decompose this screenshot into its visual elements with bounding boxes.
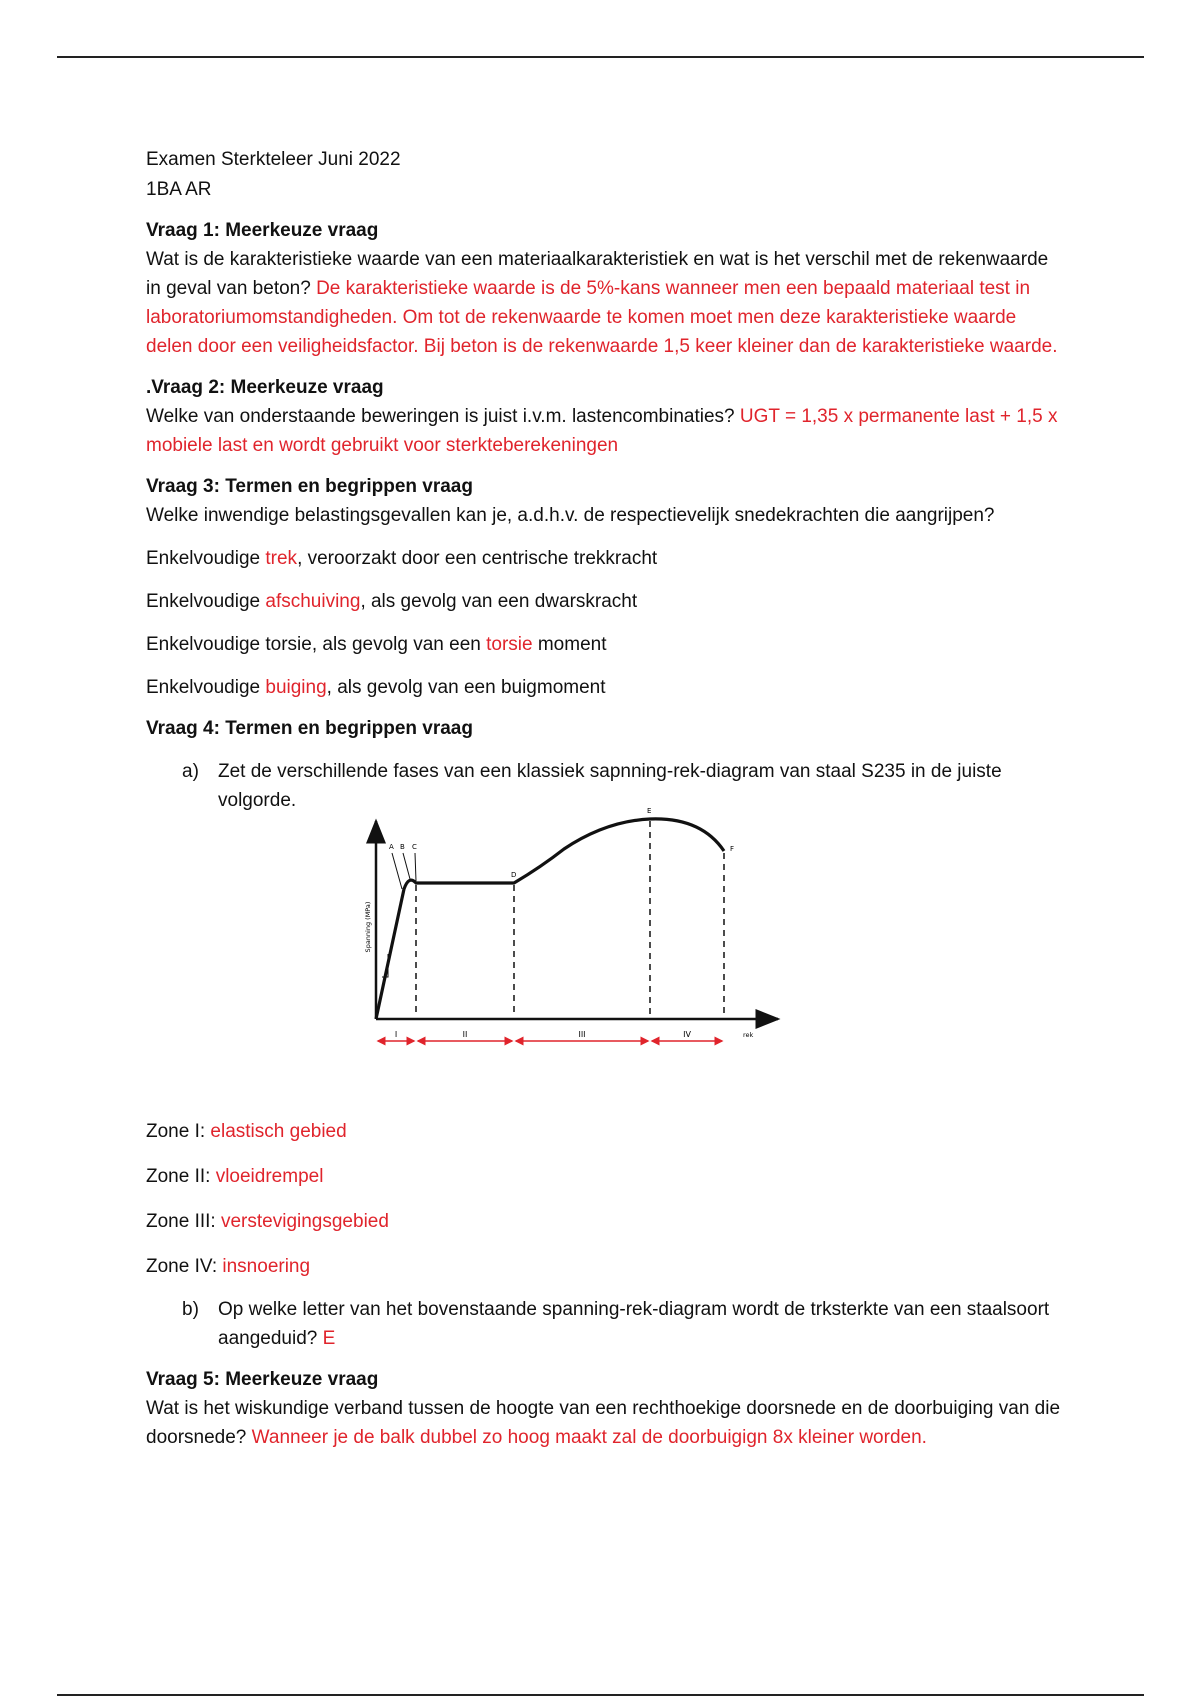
- q3-item-afschuiving: [146, 587, 1066, 616]
- q2-question: Welke van onderstaande beweringen is juist i.v.m. lastencombinaties?: [146, 406, 735, 427]
- exam-title: Examen Sterkteleer Juni 2022: [146, 149, 401, 170]
- q5-body: [146, 1394, 1066, 1452]
- q2-heading: .Vraag 2: Meerkeuze vraag: [146, 377, 384, 398]
- zone-answer: elastisch gebied: [210, 1121, 347, 1142]
- q3-question: Welke inwendige belastingsgevallen kan je, a.d.h.v. de respectievelijk snedekrachten die aangrijpen?: [146, 505, 995, 526]
- q3-item-prefix: Enkelvoudige: [146, 548, 266, 569]
- zone-answer: verstevigingsgebied: [220, 1211, 389, 1232]
- q3-item-trek: [146, 544, 1066, 573]
- leader-a: [392, 853, 402, 889]
- point-label: C: [412, 843, 417, 851]
- zone-ii-answer: [146, 1162, 1066, 1191]
- q1-answer: De karakteristieke waarde is de 5%-kans wanneer men een bepaald materiaal test in laboratoriumomstandigheden. Om tot de rekenwaarde te komen moet men deze karakteristieke waarde delen door een veiligheidsfactor. Bij beton is de rekenwaarde 1,5 keer kleiner dan de karakteristieke waarde.: [146, 278, 1058, 357]
- zone-label: Zone III:: [146, 1211, 221, 1232]
- q3-item-answer: trek: [265, 548, 298, 569]
- q1-body: [146, 245, 1066, 361]
- q3-item-suffix: , als gevolg van een dwarskracht: [360, 591, 638, 612]
- point-label: A: [389, 843, 394, 851]
- zone-answer: vloeidrempel: [215, 1166, 324, 1187]
- leader-b: [403, 853, 410, 879]
- stress-strain-diagram: [146, 809, 1066, 1101]
- exam-class: 1BA AR: [146, 179, 212, 200]
- q3-item-buiging: [146, 673, 1066, 702]
- point-label: E: [647, 807, 652, 815]
- q2-answer: UGT = 1,35 x permanente last + 1,5 x mobiele last en wordt gebruikt voor sterkteberekeningen: [146, 406, 1058, 456]
- zone-numeral: II: [462, 1030, 468, 1039]
- exam-document: [146, 145, 1066, 1452]
- document-header: [146, 145, 1066, 204]
- top-rule: [57, 56, 1144, 58]
- q4-part-a-label: a): [182, 761, 199, 782]
- zone-iii-answer: [146, 1207, 1066, 1236]
- q3-item-torsie: [146, 630, 1066, 659]
- zone-i-answer: [146, 1117, 1066, 1146]
- q1-heading: Vraag 1: Meerkeuze vraag: [146, 220, 379, 241]
- zone-answer: insnoering: [222, 1256, 311, 1277]
- zone-numeral: IV: [683, 1030, 691, 1039]
- zone-label: Zone II:: [146, 1166, 216, 1187]
- zone-numeral: I: [394, 1030, 398, 1039]
- q4-part-a-text: Zet de verschillende fases van een klassiek sapnning-rek-diagram van staal S235 in de juiste volgorde.: [218, 761, 1002, 811]
- q3-heading: Vraag 3: Termen en begrippen vraag: [146, 476, 473, 497]
- y-axis-label: Spanning (MPa): [364, 901, 372, 953]
- q5-heading: Vraag 5: Meerkeuze vraag: [146, 1369, 379, 1390]
- q5-answer: Wanneer je de balk dubbel zo hoog maakt zal de doorbuigign 8x kleiner worden.: [251, 1427, 927, 1448]
- point-label: D: [511, 871, 517, 879]
- q3-item-answer: afschuiving: [265, 591, 361, 612]
- q1-question: Wat is de karakteristieke waarde van een materiaalkarakteristiek en wat is het verschil met de rekenwaarde in geval van beton?: [146, 249, 1049, 299]
- x-axis-label: rek: [743, 1031, 754, 1039]
- stress-strain-svg: [366, 809, 786, 1059]
- zone-label: Zone I:: [146, 1121, 211, 1142]
- q3-item-answer: torsie: [486, 634, 533, 655]
- q3-item-suffix: , als gevolg van een buigmoment: [326, 677, 606, 698]
- q5-question: Wat is het wiskundige verband tussen de hoogte van een rechthoekige doorsnede en de doorbuiging van die doorsnede?: [146, 1398, 1061, 1448]
- q3-item-prefix: Enkelvoudige: [146, 677, 266, 698]
- stress-strain-curve: [376, 819, 724, 1019]
- leader-c: [415, 853, 416, 881]
- q3-item-prefix: Enkelvoudige torsie, als gevolg van een: [146, 634, 487, 655]
- zone-iv-answer: [146, 1252, 1066, 1281]
- q4-heading: Vraag 4: Termen en begrippen vraag: [146, 718, 473, 739]
- zone-label: Zone IV:: [146, 1256, 223, 1277]
- q4-part-b-text: Op welke letter van het bovenstaande spanning-rek-diagram wordt de trksterkte van een staalsoort aangeduid?: [218, 1299, 1050, 1349]
- q4-part-b-label: b): [182, 1299, 199, 1320]
- q4-part-b-body: [218, 1295, 1066, 1353]
- q3-item-suffix: , veroorzakt door een centrische trekkracht: [297, 548, 658, 569]
- point-label: B: [400, 843, 405, 851]
- bottom-rule: [57, 1694, 1144, 1696]
- q3-item-prefix: Enkelvoudige: [146, 591, 266, 612]
- q3-item-answer: buiging: [265, 677, 327, 698]
- point-label: F: [730, 845, 735, 853]
- q4-part-a: [182, 757, 1066, 815]
- q2-body: [146, 402, 1066, 460]
- q4-part-b: [182, 1295, 1066, 1353]
- q3-item-suffix: moment: [532, 634, 607, 655]
- zone-numeral: III: [578, 1030, 586, 1039]
- q4-part-b-answer: E: [322, 1328, 336, 1349]
